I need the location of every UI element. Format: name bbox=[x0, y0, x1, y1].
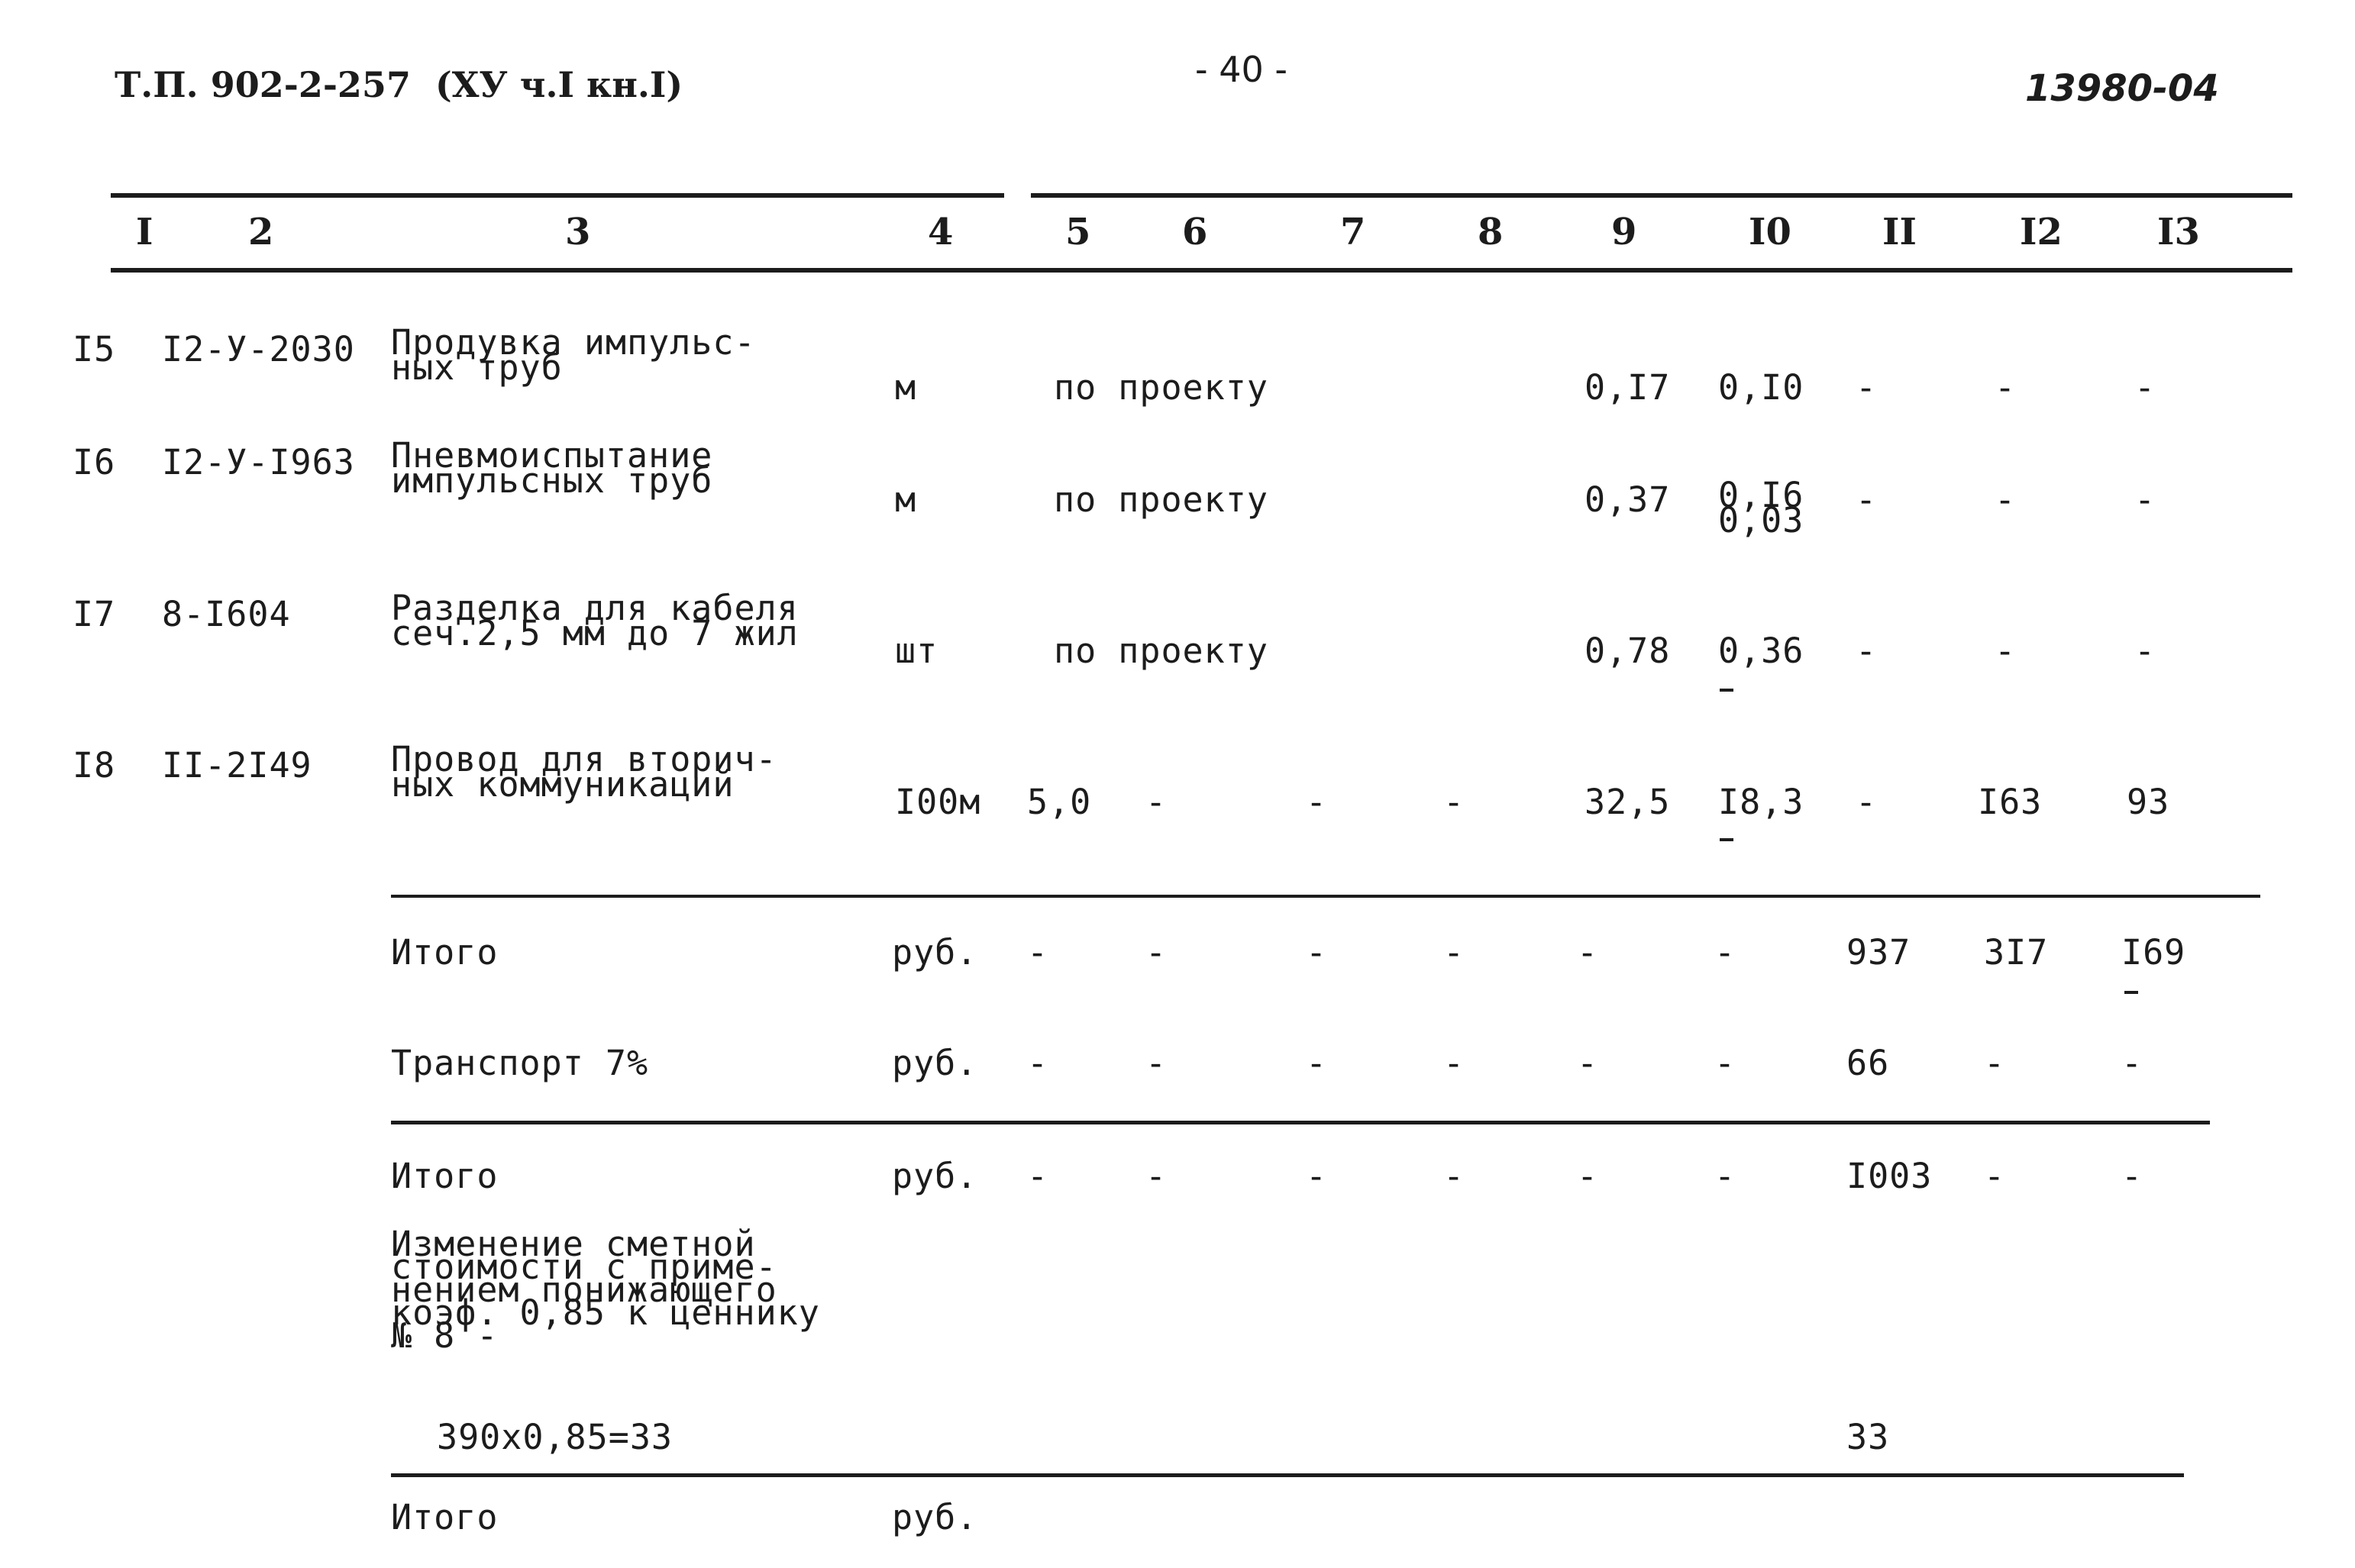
column-number: I3 bbox=[2157, 211, 2200, 253]
cell-col10: - bbox=[1714, 932, 1736, 973]
cell-col13: - bbox=[2134, 631, 2156, 671]
norm-code: I2-У-I963 bbox=[162, 442, 355, 482]
row-number: I7 bbox=[73, 594, 116, 634]
cell-col9: - bbox=[1577, 1043, 1599, 1083]
final-total-label: Итого bbox=[391, 1497, 499, 1537]
cell-col8: - bbox=[1443, 1043, 1465, 1083]
total-unit: руб. bbox=[892, 932, 978, 973]
quantity: по проекту bbox=[1054, 367, 1268, 408]
total-label: Итого bbox=[391, 932, 499, 973]
cell-col5: 5,0 bbox=[1027, 782, 1092, 822]
cell-col6: - bbox=[1145, 782, 1168, 822]
quantity: по проекту bbox=[1054, 479, 1268, 520]
cell-col11: 66 bbox=[1846, 1043, 1890, 1083]
cell-col12: 3I7 bbox=[1984, 932, 2049, 973]
cell-col7: - bbox=[1306, 932, 1328, 973]
cell-col7: - bbox=[1306, 1156, 1328, 1196]
column-number: I0 bbox=[1749, 211, 1791, 253]
unit: м bbox=[895, 479, 917, 520]
document-reference: Т.П. 902-2-257 (ХУ ч.I кн.I) bbox=[115, 64, 683, 105]
unit: шт bbox=[895, 631, 938, 671]
total-label: Транспорт 7% bbox=[391, 1043, 649, 1083]
header-bottom-rule bbox=[111, 268, 2292, 273]
sheet-code: 13980-04 bbox=[2025, 67, 2219, 110]
cell-col10: - bbox=[1714, 1156, 1736, 1196]
dash-mark bbox=[1720, 689, 1733, 692]
cell-col8: - bbox=[1443, 1156, 1465, 1196]
cell-col12: - bbox=[1995, 479, 2017, 520]
cell-col12: I63 bbox=[1978, 782, 2043, 822]
cell-col13: 93 bbox=[2127, 782, 2170, 822]
column-number: 2 bbox=[248, 211, 274, 253]
work-name: Пневмоиспытание импульсных труб bbox=[391, 435, 713, 501]
column-number: 5 bbox=[1065, 211, 1091, 253]
dash-mark bbox=[1720, 838, 1733, 841]
column-number: I2 bbox=[2020, 211, 2063, 253]
cell-col5: - bbox=[1027, 1043, 1049, 1083]
cell-col6: - bbox=[1145, 932, 1168, 973]
cell-col8: - bbox=[1443, 932, 1465, 973]
cell-col6: - bbox=[1145, 1043, 1168, 1083]
cell-col9: 0,37 bbox=[1585, 479, 1671, 520]
work-name: Провод для вторич- ных коммуникаций bbox=[391, 739, 777, 805]
header-top-rule-right bbox=[1031, 193, 2292, 198]
row-number: I6 bbox=[73, 442, 116, 482]
cell-col11: - bbox=[1856, 782, 1878, 822]
cell-col13: - bbox=[2134, 479, 2156, 520]
adjustment-formula: 390х0,85=33 bbox=[437, 1417, 674, 1457]
cell-col11: - bbox=[1856, 367, 1878, 408]
column-number: 8 bbox=[1478, 211, 1504, 253]
column-number: II bbox=[1882, 211, 1917, 253]
work-name: Продувка импульс- ных труб bbox=[391, 322, 756, 388]
totals-rule bbox=[391, 1121, 2210, 1124]
cell-col13: I69 bbox=[2121, 932, 2186, 973]
cell-col12: - bbox=[1984, 1043, 2006, 1083]
cell-col11: - bbox=[1856, 479, 1878, 520]
cell-col12: - bbox=[1995, 631, 2017, 671]
cell-col12: - bbox=[1995, 367, 2017, 408]
column-number: 7 bbox=[1340, 211, 1366, 253]
column-number: I bbox=[136, 211, 153, 253]
cell-col10: 0,36 bbox=[1718, 631, 1804, 671]
final-total-unit: руб. bbox=[892, 1497, 978, 1537]
total-unit: руб. bbox=[892, 1043, 978, 1083]
total-label: Итого bbox=[391, 1156, 499, 1196]
cell-col7: - bbox=[1306, 782, 1328, 822]
cell-col9: - bbox=[1577, 932, 1599, 973]
norm-code: I2-У-2030 bbox=[162, 329, 355, 369]
final-total-rule bbox=[391, 1473, 2184, 1477]
cell-col11: I003 bbox=[1846, 1156, 1933, 1196]
cell-col9: 0,I7 bbox=[1585, 367, 1671, 408]
unit: I00м bbox=[895, 782, 981, 822]
cell-col7: - bbox=[1306, 1043, 1328, 1083]
cell-col13: - bbox=[2121, 1156, 2143, 1196]
cell-col13: - bbox=[2121, 1043, 2143, 1083]
column-number: 3 bbox=[565, 211, 591, 253]
cell-col10: 0,I6 0,03 bbox=[1718, 475, 1804, 540]
adjustment-value: 33 bbox=[1846, 1417, 1890, 1457]
dash-mark bbox=[2124, 991, 2138, 994]
cell-col9: 0,78 bbox=[1585, 631, 1671, 671]
header-top-rule-left bbox=[111, 193, 1004, 198]
totals-rule bbox=[391, 895, 2260, 898]
cell-col12: - bbox=[1984, 1156, 2006, 1196]
adjustment-text: Изменение сметной стоимости с приме- нением понижающего коэф. 0,85 к ценнику № 8 - bbox=[391, 1224, 820, 1356]
column-number: 6 bbox=[1182, 211, 1208, 253]
cell-col10: 0,I0 bbox=[1718, 367, 1804, 408]
cell-col8: - bbox=[1443, 782, 1465, 822]
norm-code: 8-I604 bbox=[162, 594, 291, 634]
cell-col13: - bbox=[2134, 367, 2156, 408]
cell-col11: 937 bbox=[1846, 932, 1911, 973]
column-number: 9 bbox=[1611, 211, 1637, 253]
cell-col10: - bbox=[1714, 1043, 1736, 1083]
cell-col10: I8,3 bbox=[1718, 782, 1804, 822]
total-unit: руб. bbox=[892, 1156, 978, 1196]
cell-col5: - bbox=[1027, 932, 1049, 973]
cell-col5: - bbox=[1027, 1156, 1049, 1196]
cell-col9: 32,5 bbox=[1585, 782, 1671, 822]
unit: м bbox=[895, 367, 917, 408]
cell-col11: - bbox=[1856, 631, 1878, 671]
quantity: по проекту bbox=[1054, 631, 1268, 671]
cell-col6: - bbox=[1145, 1156, 1168, 1196]
row-number: I5 bbox=[73, 329, 116, 369]
column-number: 4 bbox=[928, 211, 954, 253]
row-number: I8 bbox=[73, 745, 116, 786]
page-number: - 40 - bbox=[1195, 49, 1287, 90]
norm-code: II-2I49 bbox=[162, 745, 312, 786]
cell-col9: - bbox=[1577, 1156, 1599, 1196]
work-name: Разделка для кабеля сеч.2,5 мм до 7 жил bbox=[391, 588, 799, 653]
